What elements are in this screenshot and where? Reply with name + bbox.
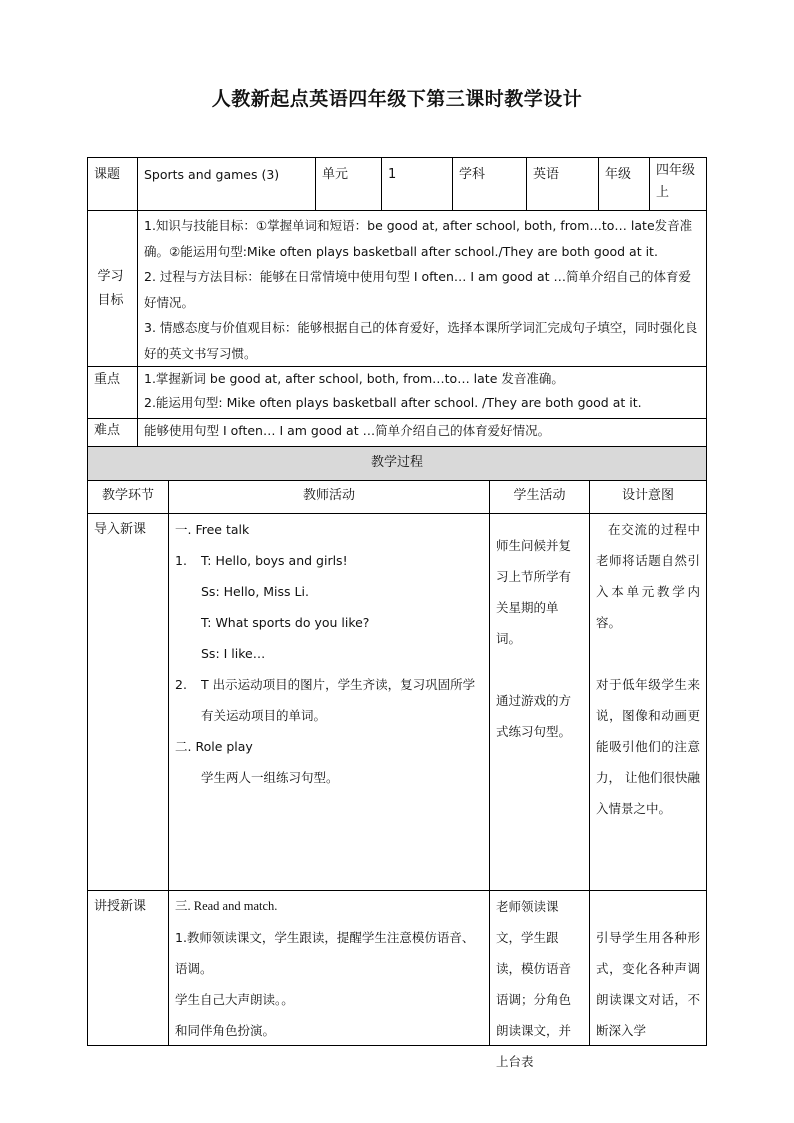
objectives-content — [138, 211, 707, 366]
unit-label: 单元 — [316, 158, 382, 210]
stage-name: 导入新课 — [88, 514, 169, 890]
teacher-instruction: 学生两人一组练习句型。 — [201, 770, 339, 785]
dialogue-line: Ss: Hello, Miss Li. — [201, 584, 309, 599]
info-row — [87, 157, 707, 210]
design-text: 在交流的过程中老师将话题自然引入本单元教学内容。 — [596, 522, 700, 630]
lesson-plan-table — [87, 157, 707, 1069]
objective-3: 3. 情感态度与价值观目标：能够根据自己的体育爱好，选择本课所学词汇完成句子填空，同时强化良好的英文书写习惯。 — [144, 320, 698, 361]
teacher-heading-read-match: 三. Read and match. — [175, 899, 278, 913]
subject-value: 英语 — [527, 158, 599, 210]
design-text: 引导学生用各种形式，变化各种声调朗读课文对话，不断深入学 — [596, 930, 700, 1038]
objectives-label — [88, 211, 138, 366]
key-points-row — [87, 366, 707, 418]
objective-1: 1.知识与技能目标：①掌握单词和短语：be good at, after school, both, from…to… late发音准确。②能运用句型:Mike often plays basketball after school./They are both good at it. — [144, 218, 693, 259]
teacher-line — [175, 669, 483, 731]
difficult-label: 难点 — [88, 419, 138, 446]
column-header-row — [87, 480, 707, 513]
teacher-heading-role-play: 二. Role play — [175, 739, 253, 754]
document-title: 人教新起点英语四年级下第三课时教学设计 — [211, 88, 583, 110]
dialogue-line: T: Hello, boys and girls! — [201, 553, 348, 568]
process-header: 教学过程 — [88, 447, 707, 480]
key-points-content — [138, 367, 707, 418]
list-number: 2. — [175, 677, 187, 692]
design-text: 对于低年级学生来说，图像和动画更能吸引他们的注意力， 让他们很快融入情景之中。 — [596, 677, 700, 816]
col-teacher: 教师活动 — [169, 481, 490, 513]
student-text: 老师领读课文，学生跟读，模仿语音语调；分角色朗读课文，并上台表 — [496, 899, 572, 1069]
objective-2: 2. 过程与方法目标：能够在日常情境中使用句型 I often… I am good at …简单介绍自己的体育爱好情况。 — [144, 269, 691, 310]
col-stage: 教学环节 — [88, 481, 169, 513]
student-text: 师生问候并复习上节所学有关星期的单词。 — [496, 538, 572, 646]
design-intent — [590, 891, 707, 1045]
key-point-1: 1.掌握新词 be good at, after school, both, from…to… late 发音准确。 — [144, 371, 564, 386]
difficult-content: 能够使用句型 I often… I am good at …简单介绍自己的体育爱好情况。 — [138, 419, 707, 446]
key-points-label: 重点 — [88, 367, 138, 418]
teacher-instruction: 1.教师领读课文，学生跟读，提醒学生注意模仿语音、语调。 — [175, 930, 475, 976]
dialogue-line: Ss: I like… — [201, 646, 266, 661]
grade-value: 四年级上 — [650, 158, 707, 210]
objectives-row — [87, 210, 707, 366]
teacher-instruction: T 出示运动项目的图片，学生齐读，复习巩固所学有关运动项目的单词。 — [201, 677, 476, 723]
subject-label: 学科 — [453, 158, 527, 210]
objectives-label-text: 学习目标 — [97, 268, 124, 308]
teacher-activity — [169, 514, 490, 890]
stage-name: 讲授新课 — [88, 891, 169, 1045]
process-header-row — [87, 446, 707, 480]
teacher-instruction: 学生自己大声朗读。。 — [175, 992, 294, 1007]
teacher-heading-free-talk: 一. Free talk — [175, 522, 250, 537]
unit-value: 1 — [382, 158, 453, 210]
list-number: 1. — [175, 553, 187, 568]
col-student: 学生活动 — [490, 481, 590, 513]
topic-label: 课题 — [88, 158, 138, 210]
col-design: 设计意图 — [590, 481, 707, 513]
grade-label: 年级 — [599, 158, 650, 210]
key-point-2: 2.能运用句型: Mike often plays basketball after school. /They are both good at it. — [144, 395, 642, 410]
dialogue-line: T: What sports do you like? — [201, 615, 370, 630]
teacher-activity — [169, 891, 490, 1045]
teacher-line — [175, 545, 483, 576]
stage-row-new — [87, 890, 707, 1069]
topic-value: Sports and games (3) — [138, 158, 316, 210]
teacher-instruction: 和同伴角色扮演。 — [175, 1023, 276, 1038]
stage-row-intro — [87, 513, 707, 890]
student-text: 通过游戏的方式练习句型。 — [496, 693, 572, 739]
difficult-row — [87, 418, 707, 446]
student-activity — [490, 891, 590, 1069]
student-activity — [490, 514, 590, 890]
design-intent — [590, 514, 707, 890]
